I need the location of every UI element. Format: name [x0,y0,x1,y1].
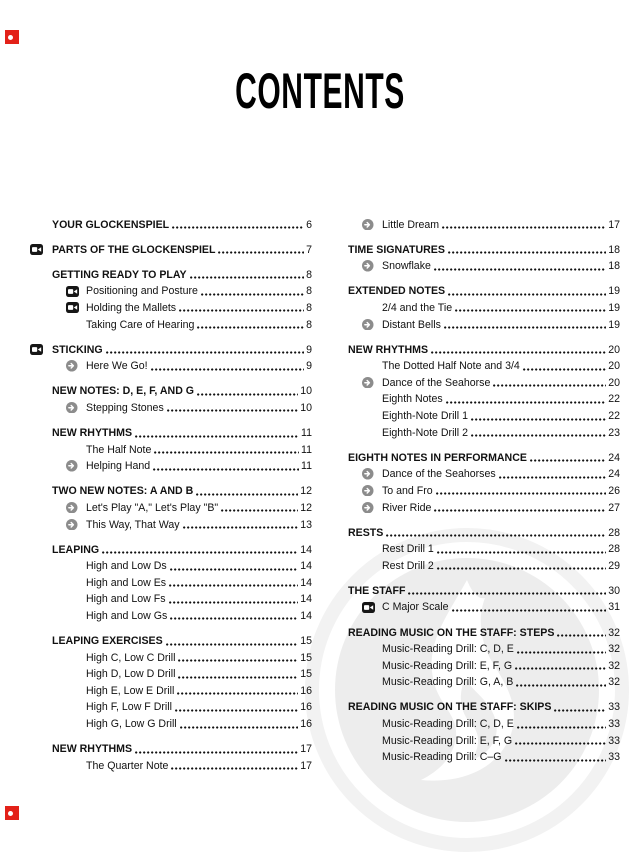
dot-leader [505,759,607,762]
toc-entry-page-number: 18 [608,260,620,273]
toc-entry-label: STICKING [52,343,103,356]
dot-leader [151,368,304,371]
toc-entry-label: EIGHTH NOTES IN PERFORMANCE [348,451,527,464]
toc-entry-label: Stepping Stones [86,401,164,414]
toc-entry-page-number: 13 [300,518,312,531]
dot-leader [197,326,304,329]
dot-leader [175,709,298,712]
toc-section-row [30,539,312,556]
toc-section-row [326,339,620,356]
toc-entry-page-number: 20 [608,343,620,356]
toc-entry-page-number: 28 [608,543,620,556]
toc-entry-page-number: 32 [608,626,620,639]
toc-entry-row [30,647,312,664]
registration-mark-bottom [5,806,19,820]
toc-entry-label: High F, Low F Drill [86,701,172,714]
toc-entry-label: LEAPING [52,543,100,556]
toc-entry-row [326,555,620,572]
toc-entry-label: The Dotted Half Note and 3/4 [382,360,520,373]
toc-entry-row [30,664,312,681]
toc-entry-label: PARTS OF THE GLOCKENSPIEL [52,243,216,256]
dot-leader [446,401,607,404]
dot-leader [557,634,606,637]
toc-entry-label: Here We Go! [86,360,148,373]
toc-section-row [30,339,312,356]
audio-track-icon [362,219,382,231]
toc-entry-row [326,405,620,422]
dot-leader [167,409,298,412]
toc-section-row [30,381,312,398]
toc-entry-page-number: 11 [301,443,312,456]
toc-entry-label: The Quarter Note [86,759,169,772]
toc-entry-row [326,256,620,273]
toc-entry-page-number: 14 [300,593,312,606]
dot-leader [170,617,298,620]
toc-entry-page-number: 12 [300,501,312,514]
audio-track-icon [362,502,382,514]
dot-leader [515,667,606,670]
toc-entry-row [30,356,312,373]
audio-track-icon [66,402,86,414]
toc-entry-row [30,697,312,714]
dot-leader [515,742,606,745]
toc-entry-label: Eighth Notes [382,393,443,406]
toc-entry-row [326,747,620,764]
toc-entry-page-number: 17 [300,743,312,756]
toc-entry-page-number: 20 [608,376,620,389]
dot-leader [180,726,299,729]
toc-entry-label: GETTING READY TO PLAY [52,268,187,281]
toc-entry-label: READING MUSIC ON THE STAFF: STEPS [348,626,555,639]
toc-section-row [326,697,620,714]
audio-track-icon [66,519,86,531]
toc-entry-label: High and Low Fs [86,593,166,606]
registration-mark-top [5,30,19,44]
toc-entry-label: Rest Drill 2 [382,559,434,572]
audio-track-icon [66,360,86,372]
toc-entry-label: TWO NEW NOTES: A AND B [52,485,194,498]
toc-entry-page-number: 11 [301,427,312,440]
toc-entry-page-number: 19 [608,285,620,298]
toc-entry-row [326,356,620,373]
toc-entry-row [30,589,312,606]
dot-leader [452,609,607,612]
audio-track-icon [362,468,382,480]
dot-leader [434,509,606,512]
toc-entry-label: High and Low Ds [86,560,167,573]
toc-entry-page-number: 24 [608,468,620,481]
toc-entry-row [326,480,620,497]
toc-entry-page-number: 14 [300,576,312,589]
toc-entry-label: NEW RHYTHMS [52,743,133,756]
toc-entry-page-number: 16 [300,684,312,697]
toc-entry-row [326,372,620,389]
toc-entry-row [30,281,312,298]
toc-entry-label: Music-Reading Drill: E, F, G [382,659,513,672]
dot-leader [448,293,606,296]
toc-entry-label: EXTENDED NOTES [348,285,446,298]
toc-section-row [30,214,312,231]
toc-entry-page-number: 12 [300,485,312,498]
audio-track-icon [362,260,382,272]
toc-entry-row [30,297,312,314]
dot-leader [554,709,606,712]
toc-entry-page-number: 15 [300,635,312,648]
toc-entry-page-number: 27 [608,501,620,514]
page-title: CONTENTS [235,63,405,119]
toc-entry-label: Music-Reading Drill: C, D, E [382,643,514,656]
toc-entry-row [326,713,620,730]
toc-entry-row [326,539,620,556]
toc-entry-page-number: 17 [608,218,620,231]
toc-entry-page-number: 8 [306,301,312,314]
toc-section-row [326,622,620,639]
dot-leader [517,651,606,654]
contents-column [326,214,620,772]
toc-entry-page-number: 22 [608,393,620,406]
toc-entry-row [30,439,312,456]
toc-entry-page-number: 9 [306,360,312,373]
toc-entry-label: YOUR GLOCKENSPIEL [52,218,170,231]
dot-leader [183,526,299,529]
video-icon [30,244,52,255]
toc-entry-label: This Way, That Way [86,518,180,531]
toc-entry-row [30,314,312,331]
toc-entry-page-number: 10 [300,385,312,398]
toc-entry-row [326,655,620,672]
toc-entry-page-number: 15 [300,651,312,664]
toc-entry-page-number: 19 [608,301,620,314]
dot-leader [153,468,299,471]
toc-entry-label: NEW RHYTHMS [348,343,429,356]
toc-entry-label: High D, Low D Drill [86,668,176,681]
toc-entry-label: High E, Low E Drill [86,684,175,697]
dot-leader [221,509,298,512]
toc-entry-page-number: 8 [306,268,312,281]
dot-leader [442,226,606,229]
toc-section-row [30,422,312,439]
dot-leader [437,551,606,554]
toc-entry-page-number: 9 [306,343,312,356]
toc-entry-row [30,514,312,531]
toc-entry-page-number: 14 [300,543,312,556]
toc-entry-page-number: 33 [608,718,620,731]
toc-entry-label: READING MUSIC ON THE STAFF: SKIPS [348,701,552,714]
toc-section-row [30,481,312,498]
dot-leader [523,368,606,371]
dot-leader [106,351,304,354]
toc-entry-label: Helping Hand [86,460,151,473]
dot-leader [436,492,607,495]
toc-entry-page-number: 8 [306,318,312,331]
toc-entry-label: RESTS [348,526,384,539]
toc-entry-label: High and Low Es [86,576,167,589]
toc-entry-row [326,297,620,314]
toc-section-row [326,281,620,298]
toc-entry-row [30,680,312,697]
contents-columns [30,214,620,772]
toc-entry-row [30,456,312,473]
dot-leader [448,251,606,254]
toc-entry-label: River Ride [382,501,432,514]
toc-entry-page-number: 31 [608,601,620,614]
dot-leader [170,568,299,571]
dot-leader [196,493,298,496]
dot-leader [102,551,298,554]
toc-entry-row [326,597,620,614]
toc-entry-page-number: 32 [608,643,620,656]
toc-entry-page-number: 16 [300,718,312,731]
toc-entry-label: Little Dream [382,218,440,231]
toc-entry-row [30,755,312,772]
toc-entry-row [326,730,620,747]
toc-section-row [326,447,620,464]
toc-entry-page-number: 20 [608,360,620,373]
audio-track-icon [66,460,86,472]
toc-entry-label: C Major Scale [382,601,449,614]
dot-leader [135,435,299,438]
toc-section-row [30,630,312,647]
toc-entry-label: Music-Reading Drill: C, D, E [382,718,514,731]
toc-entry-label: TIME SIGNATURES [348,243,445,256]
dot-leader [471,434,606,437]
toc-entry-row [30,397,312,414]
dot-leader [154,451,299,454]
video-icon [66,302,86,313]
toc-entry-row [30,572,312,589]
video-icon [362,602,382,613]
toc-entry-page-number: 7 [306,243,312,256]
toc-entry-row [30,713,312,730]
toc-entry-page-number: 26 [608,484,620,497]
toc-entry-page-number: 32 [608,659,620,672]
toc-entry-page-number: 32 [608,676,620,689]
toc-entry-page-number: 22 [608,410,620,423]
toc-entry-label: NEW NOTES: D, E, F, AND G [52,385,195,398]
dot-leader [135,751,298,754]
toc-entry-page-number: 30 [608,584,620,597]
toc-entry-label: The Half Note [86,443,152,456]
toc-entry-row [326,639,620,656]
toc-section-row [326,580,620,597]
dot-leader [179,309,304,312]
toc-section-row [30,264,312,281]
audio-track-icon [66,502,86,514]
toc-entry-label: High C, Low C Drill [86,651,176,664]
dot-leader [201,293,304,296]
toc-entry-label: Eighth-Note Drill 1 [382,410,468,423]
toc-entry-page-number: 6 [306,218,312,231]
toc-entry-page-number: 14 [300,609,312,622]
dot-leader [437,567,606,570]
toc-entry-label: NEW RHYTHMS [52,427,133,440]
dot-leader [530,459,606,462]
toc-section-row [326,239,620,256]
video-icon [66,286,86,297]
dot-leader [444,326,606,329]
toc-entry-page-number: 17 [300,759,312,772]
dot-leader [190,276,304,279]
toc-entry-page-number: 28 [608,526,620,539]
dot-leader [493,384,606,387]
toc-entry-label: Rest Drill 1 [382,543,434,556]
toc-section-row [30,739,312,756]
audio-track-icon [362,377,382,389]
toc-entry-label: Taking Care of Hearing [86,318,195,331]
toc-entry-page-number: 11 [301,460,312,473]
toc-section-row [30,239,312,256]
toc-entry-label: Distant Bells [382,318,441,331]
toc-entry-page-number: 33 [608,751,620,764]
toc-entry-page-number: 18 [608,243,620,256]
dot-leader [434,268,606,271]
dot-leader [171,767,298,770]
dot-leader [455,309,606,312]
toc-entry-page-number: 33 [608,701,620,714]
toc-entry-label: THE STAFF [348,584,406,597]
toc-entry-page-number: 19 [608,318,620,331]
dot-leader [169,601,299,604]
toc-entry-label: Music-Reading Drill: C–G [382,751,502,764]
toc-section-row [326,522,620,539]
toc-entry-row [30,556,312,573]
toc-entry-label: To and Fro [382,484,433,497]
dot-leader [471,418,606,421]
toc-entry-page-number: 14 [300,560,312,573]
toc-entry-label: Music-Reading Drill: E, F, G [382,734,513,747]
dot-leader [517,726,606,729]
toc-entry-label: Dance of the Seahorse [382,376,491,389]
toc-entry-label: LEAPING EXERCISES [52,635,163,648]
toc-entry-row [30,497,312,514]
toc-entry-label: Holding the Mallets [86,301,177,314]
dot-leader [178,676,298,679]
dot-leader [169,584,298,587]
toc-entry-label: Dance of the Seahorses [382,468,496,481]
toc-entry-page-number: 29 [608,559,620,572]
toc-entry-label: High and Low Gs [86,609,168,622]
toc-entry-page-number: 33 [608,734,620,747]
toc-entry-page-number: 16 [300,701,312,714]
toc-entry-row [30,605,312,622]
dot-leader [408,592,606,595]
toc-entry-row [326,672,620,689]
toc-entry-row [326,214,620,231]
contents-column [30,214,312,772]
dot-leader [218,251,304,254]
toc-entry-label: High G, Low G Drill [86,718,177,731]
toc-entry-label: Music-Reading Drill: G, A, B [382,676,514,689]
toc-entry-page-number: 24 [608,451,620,464]
toc-entry-label: 2/4 and the Tie [382,301,453,314]
toc-entry-row [326,314,620,331]
dot-leader [499,476,607,479]
dot-leader [386,534,606,537]
toc-entry-label: Eighth-Note Drill 2 [382,426,468,439]
audio-track-icon [362,485,382,497]
audio-track-icon [362,319,382,331]
dot-leader [516,684,606,687]
toc-entry-label: Let's Play "A," Let's Play "B" [86,501,219,514]
toc-entry-row [326,497,620,514]
toc-entry-row [326,422,620,439]
dot-leader [172,226,304,229]
toc-entry-row [326,464,620,481]
toc-entry-page-number: 8 [306,285,312,298]
toc-entry-page-number: 23 [608,426,620,439]
toc-entry-row [326,389,620,406]
dot-leader [431,351,606,354]
dot-leader [178,659,298,662]
toc-entry-page-number: 15 [300,668,312,681]
toc-entry-label: Snowflake [382,260,431,273]
toc-entry-page-number: 10 [300,401,312,414]
toc-entry-label: Positioning and Posture [86,285,198,298]
video-icon [30,344,52,355]
dot-leader [197,393,298,396]
dot-leader [177,692,298,695]
dot-leader [166,643,299,646]
